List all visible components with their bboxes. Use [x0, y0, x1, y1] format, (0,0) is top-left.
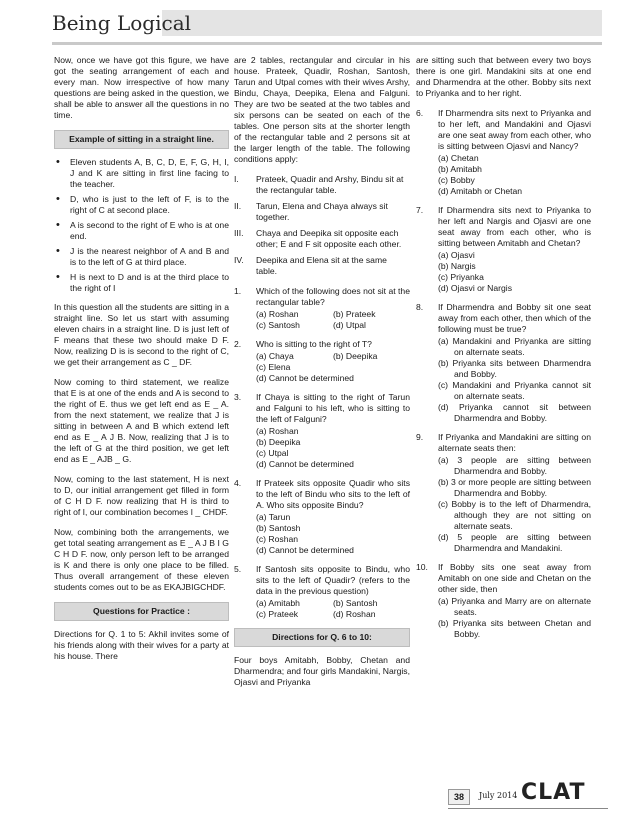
- option: (c) Roshan: [256, 534, 299, 544]
- option: (a) 3 people are sitting between Dharmendra and Bobby.: [438, 455, 591, 476]
- option: (b) Priyanka sits between Dharmendra and Bobby.: [438, 358, 591, 379]
- condition: I. Prateek, Quadir and Arshy, Bindu sit at the rectangular table.: [234, 174, 404, 195]
- section-heading: Questions for Practice :: [54, 602, 229, 621]
- header-bar: [162, 10, 602, 36]
- option: (c) Prateek: [256, 609, 299, 619]
- option: (d) Cannot be determined: [256, 459, 354, 469]
- question: 6. If Dharmendra sits next to Priyanka and to her left, and Mandakini and Ojasvi are one seat away from each other, who is sitting between Ojasvi and Nancy? (a) Chetan (b) Amitabh (c) Bobby (d) Amitabh or Chetan: [416, 108, 591, 196]
- option: (d) Roshan: [333, 609, 376, 619]
- paragraph: Now, once we have got this figure, we have got the seating arrangement of each and every man. Now irrespective of how many questions are being asked in the question, we shall be able to answer all the questions in no time.: [54, 55, 229, 120]
- paragraph: Now, combining both the arrangements, we get total seating arrangement as E _ A J B I G C H D F. now, only person left to be arranged is K and there is only one place to be filled. Thus overall arrangement of these eleven students comes out to be as EKAJBIGCHDF.: [54, 527, 229, 592]
- paragraph: Directions for Q. 1 to 5: Akhil invites some of his friends along with their wives for a party at his house. There: [54, 629, 229, 661]
- paragraph: are sitting such that between every two boys there is one girl. Mandakini sits at one end and Dharmendra at the other. Bobby sits next to Priyanka and to her right.: [416, 55, 591, 98]
- list-item: • J is the nearest neighbor of A and B and is to the left of G at third place.: [54, 246, 229, 268]
- option: (b) Deepika: [333, 351, 378, 361]
- column-3: [416, 55, 591, 648]
- option: (d) Amitabh or Chetan: [438, 186, 523, 196]
- question: 9. If Priyanka and Mandakini are sitting on alternate seats then: (a) 3 people are sitting between Dharmendra and Bobby. (b) 3 or more people are sitting between Dharmendra and Bobby. (c) Bobby is to the left of Dharmendra, although they are not sitting on alternate seats. (d) 5 people are sitting between Dharmendra and Mandakini.: [416, 432, 591, 553]
- option: (a) Amitabh: [256, 598, 300, 608]
- option: (a) Roshan: [256, 309, 299, 319]
- option: (c) Utpal: [256, 448, 289, 458]
- paragraph: Now coming to third statement, we realize that E is at one of the ends and A is second to the right of E. thus we get left end as E _ A. from the next statement, we realize that J is sitting in between A and B which extend left end as E _ A J B. Now, realizing that J is to the left of G at the third position, we get left end as E _ AJB _ G.: [54, 377, 229, 464]
- option: (d) 5 people are sitting between Dharmendra and Mandakini.: [438, 532, 591, 553]
- option: (b) Nargis: [438, 261, 476, 271]
- condition: II. Tarun, Elena and Chaya always sit together.: [234, 201, 388, 222]
- option: (b) Priyanka sits between Chetan and Bobby.: [438, 618, 591, 639]
- page-title: Being Logical: [52, 11, 192, 35]
- page-header: [0, 0, 638, 44]
- option: (a) Chetan: [438, 153, 479, 163]
- option: (d) Ojasvi or Nargis: [438, 283, 513, 293]
- header-rule: [52, 42, 602, 45]
- option: (c) Santosh: [256, 320, 300, 330]
- option: (b) Santosh: [256, 523, 301, 533]
- page-footer: [0, 780, 638, 826]
- option: (b) Prateek: [333, 309, 376, 319]
- section-heading: Example of sitting in a straight line.: [54, 130, 229, 149]
- question: 3. If Chaya is sitting to the right of Tarun and Falguni to his left, who is sitting to the left of Falguni? (a) Roshan (b) Deepika (c) Utpal (d) Cannot be determined: [234, 392, 410, 469]
- option: (c) Elena: [256, 362, 291, 372]
- option: (c) Priyanka: [438, 272, 484, 282]
- magazine-logo: CLAT: [521, 780, 586, 805]
- option: (a) Tarun: [256, 512, 291, 522]
- issue-date: July 2014: [479, 791, 518, 800]
- option: (a) Chaya: [256, 351, 294, 361]
- option: (c) Bobby is to the left of Dharmendra, although they are not sitting on alternate seats.: [438, 499, 591, 531]
- list-item: • D, who is just to the left of F, is to the right of C at second place.: [54, 194, 229, 216]
- paragraph: Now, coming to the last statement, H is next to D, our initial arrangement get filled in form of C H D F. now realizing that H is third to right of I, our combination becomes I _ CHDF.: [54, 474, 229, 517]
- column-1: [54, 55, 229, 671]
- bullet-list: [54, 157, 229, 294]
- list-item: • Eleven students A, B, C, D, E, F, G, H, I, J and K are sitting in first line facing to the teacher.: [54, 157, 229, 190]
- paragraph: Four boys Amitabh, Bobby, Chetan and Dharmendra; and four girls Mandakini, Nargis, Ojasvi and Priyanka: [234, 655, 410, 687]
- question: 10. If Bobby sits one seat away from Amitabh on one side and Chetan on the other side, then (a) Priyanka and Marry are on alternate seats. (b) Priyanka sits between Chetan and Bobby.: [416, 562, 591, 639]
- page-number: 38: [448, 789, 470, 805]
- question: 2. Who is sitting to the right of T? (a) Chaya (b) Deepika (c) Elena (d) Cannot be determined: [234, 339, 410, 384]
- option: (a) Roshan: [256, 426, 299, 436]
- option: (c) Bobby: [438, 175, 475, 185]
- option: (a) Priyanka and Marry are on alternate seats.: [438, 596, 591, 617]
- question: 1. Which of the following does not sit at the rectangular table? (a) Roshan (b) Prateek (c) Santosh (d) Utpal: [234, 286, 410, 330]
- option: (c) Mandakini and Priyanka cannot sit on alternate seats.: [438, 380, 591, 401]
- option: (a) Ojasvi: [438, 250, 475, 260]
- question: 4. If Prateek sits opposite Quadir who sits to the left of Bindu who sits to the left of A. Who sits opposite Bindu? (a) Tarun (b) Santosh (c) Roshan (d) Cannot be determined: [234, 478, 410, 555]
- question: 5. If Santosh sits opposite to Bindu, who sits to the left of Quadir? (refers to the data in the previous question) (a) Amitabh (b) Santosh (c) Prateek (d) Roshan: [234, 564, 410, 619]
- option: (d) Utpal: [333, 320, 366, 330]
- question: 7. If Dharmendra sits next to Priyanka to her left and Nargis and Ojasvi are one seat away from each other, who is sitting between Amitabh and Chetan? (a) Ojasvi (b) Nargis (c) Priyanka (d) Ojasvi or Nargis: [416, 205, 591, 293]
- condition: IV. Deepika and Elena sit at the same table.: [234, 255, 387, 276]
- option: (a) Mandakini and Priyanka are sitting on alternate seats.: [438, 336, 591, 357]
- footer-rule: [448, 808, 608, 809]
- option: (d) Priyanka cannot sit between Dharmendra and Bobby.: [438, 402, 591, 423]
- option: (b) Santosh: [333, 598, 378, 608]
- question: 8. If Dharmendra and Bobby sit one seat away from each other, then which of the following must be true? (a) Mandakini and Priyanka are sitting on alternate seats. (b) Priyanka sits between Dharmendra and Bobby. (c) Mandakini and Priyanka cannot sit on alternate seats. (d) Priyanka cannot sit between Dharmendra and Bobby.: [416, 302, 591, 423]
- paragraph: In this question all the students are sitting in a straight line. So let us start with assuming eleven chairs in a straight line. D is just left of F means that these two should make D F. Now, realizing D is is second to the right of C, we get their arrangement as C _ DF.: [54, 302, 229, 367]
- option: (b) Amitabh: [438, 164, 482, 174]
- option: (d) Cannot be determined: [256, 373, 354, 383]
- paragraph: are 2 tables, rectangular and circular in his house. Prateek, Quadir, Roshan, Santosh, Tarun and Utpal comes with their wives Arshy, Bindu, Chaya, Deepika, Elena and Falguni. They are two be seated at the two tables and six persons can be seated on each of the tables. One person sits at the shorter length of the rectangular table and 2 persons sit at the larger length of the table. The following conditions apply:: [234, 55, 410, 164]
- list-item: • H is next to D and is at the third place to the right of I: [54, 272, 229, 294]
- section-heading: Directions for Q. 6 to 10:: [234, 628, 410, 647]
- column-2: [234, 55, 410, 697]
- option: (b) 3 or more people are sitting between Dharmendra and Bobby.: [438, 477, 591, 498]
- option: (b) Deepika: [256, 437, 301, 447]
- condition: III. Chaya and Deepika sit opposite each other; E and F sit opposite each other.: [234, 228, 402, 249]
- list-item: • A is second to the right of E who is at one end.: [54, 220, 229, 242]
- option: (d) Cannot be determined: [256, 545, 354, 555]
